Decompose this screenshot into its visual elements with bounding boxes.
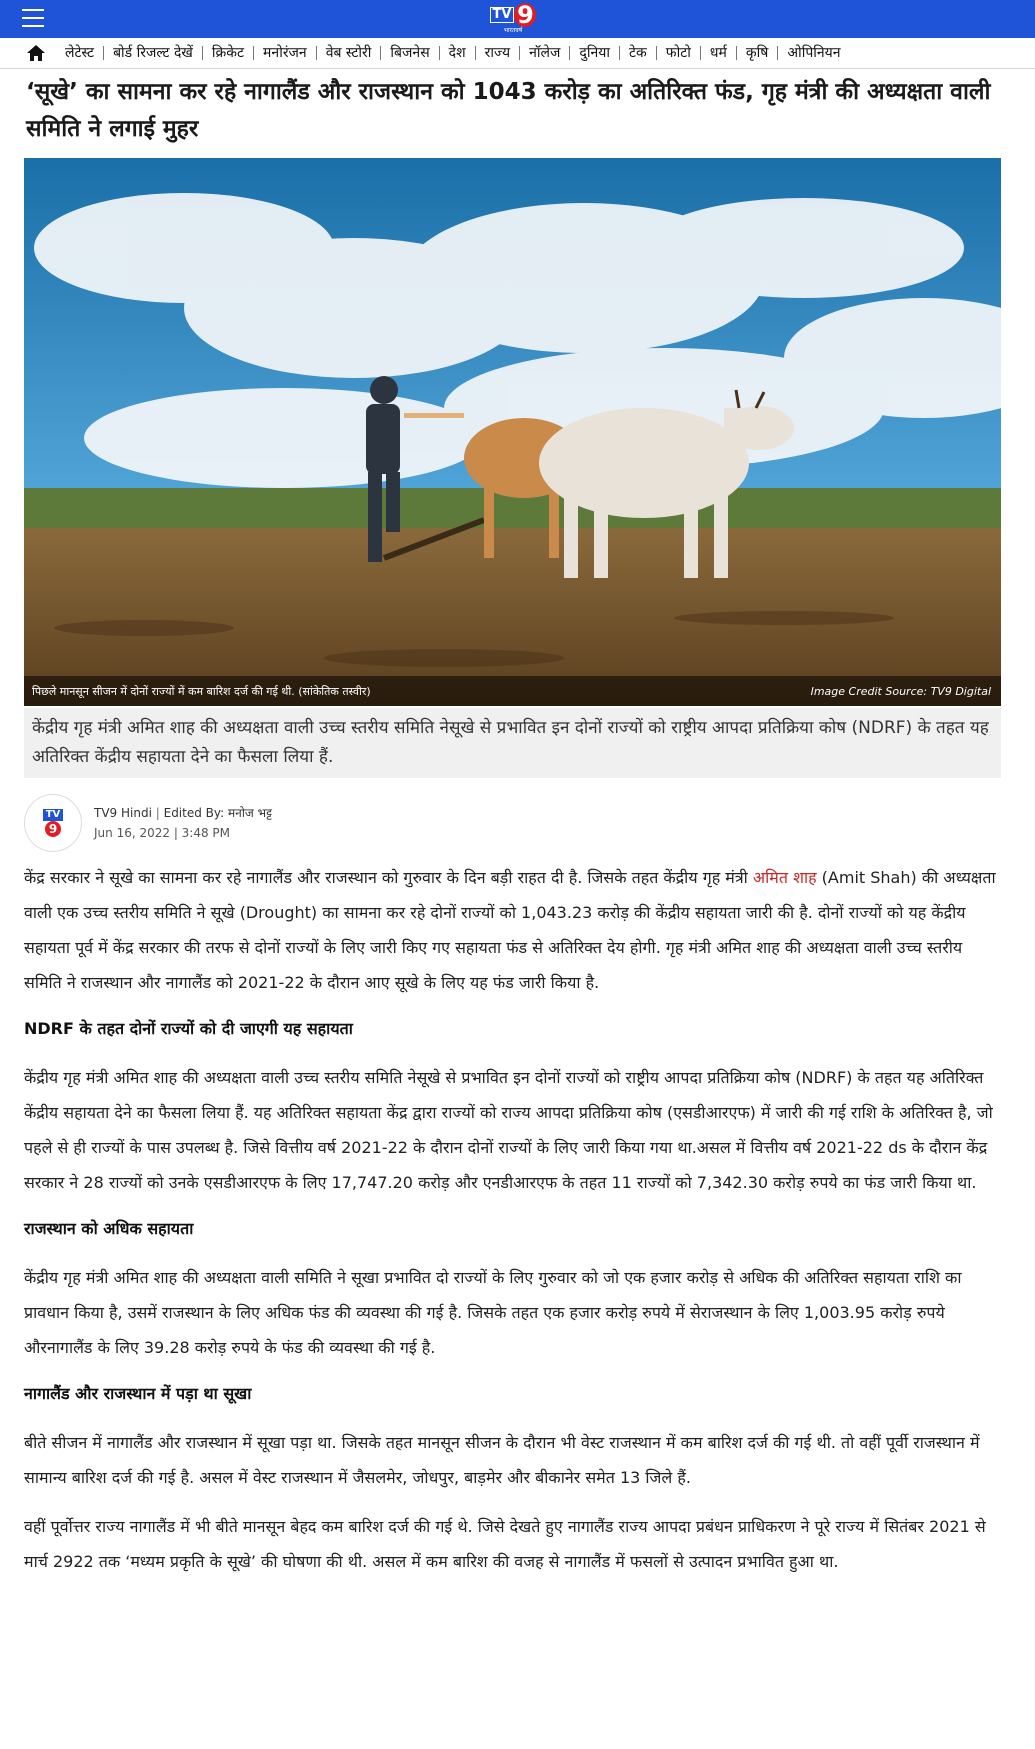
nav-item-photo[interactable]: फोटो <box>657 46 701 60</box>
logo-nine-text: 9 <box>514 3 536 27</box>
section-heading-ndrf: NDRF के तहत दोनों राज्यों को दी जाएगी यह सहायता <box>24 1019 353 1038</box>
author-name[interactable]: TV9 Hindi <box>94 806 152 820</box>
amit-shah-link[interactable]: अमित शाह <box>752 868 817 887</box>
article-body <box>24 860 1002 1593</box>
nav-item-business[interactable]: बिजनेस <box>381 46 439 60</box>
category-nav <box>0 38 1035 69</box>
nav-item-entertainment[interactable]: मनोरंजन <box>254 46 317 60</box>
nav-item-board-result[interactable]: बोर्ड रिजल्ट देखें <box>104 46 203 60</box>
site-logo[interactable] <box>490 0 536 38</box>
nav-item-latest[interactable]: लेटेस्ट <box>56 46 104 60</box>
article-paragraph-2: केंद्रीय गृह मंत्री अमित शाह की अध्यक्षता वाली उच्च स्तरीय समिति नेसूखे से प्रभावित इन दोनों राज्यों को राष्ट्रीय आपदा प्रतिक्रिया कोष (NDRF) के तहत यह अतिरिक्त केंद्रीय सहायता देने का फैसला लिया हैं. यह अतिरिक्त सहायता केंद्र द्वारा राज्यों को राज्य आपदा प्रतिक्रिया कोष (एसडीआरएफ) में जारी की गई राशि के अतिरिक्त है, जो पहले से ही राज्यों के पास उपलब्ध है. जिसे वित्तीय वर्ष 2021-22 के दौरान दोनों राज्यों के लिए जारी किया गया था.असल में वित्तीय वर्ष 2021-22 ds के दौरान केंद्र सरकार ने 28 राज्यों को उनके एसडीआरएफ के लिए 17,747.20 करोड़ और एनडीआरएफ के तहत 11 राज्यों को 7,342.30 करोड़ रुपये का फंड जारी किया था. <box>24 1068 993 1192</box>
avatar-nine-text: 9 <box>45 821 61 837</box>
author-separator: | <box>155 806 160 820</box>
article-summary: केंद्रीय गृह मंत्री अमित शाह की अध्यक्षता वाली उच्च स्तरीय समिति नेसूखे से प्रभावित इन दोनों राज्यों को राष्ट्रीय आपदा प्रतिक्रिया कोष (NDRF) के तहत यह अतिरिक्त केंद्रीय सहायता देने का फैसला लिया हैं. <box>24 708 1001 778</box>
nav-item-opinion[interactable]: ओपिनियन <box>787 45 841 61</box>
image-caption: पिछले मानसून सीजन में दोनों राज्यों में कम बारिश दर्ज की गई थी. (सांकेतिक तस्वीर) <box>32 685 371 698</box>
section-heading-drought: नागालैंड और राजस्थान में पड़ा था सूखा <box>24 1384 252 1403</box>
avatar-tv-text: TV <box>43 809 64 821</box>
nav-item-web-story[interactable]: वेब स्टोरी <box>317 46 382 60</box>
section-heading-rajasthan: राजस्थान को अधिक सहायता <box>24 1219 194 1238</box>
image-credit: Image Credit Source: TV9 Digital <box>810 685 991 698</box>
nav-item-country[interactable]: देश <box>440 46 476 60</box>
article-paragraph-4: बीते सीजन में नागालैंड और राजस्थान में सूखा पड़ा था. जिसके तहत मानसून सीजन के दौरान भी वेस्ट राजस्थान में कम बारिश दर्ज की गई थी. तो वहीं पूर्वी राजस्थान में सामान्य बारिश दर्ज की गई है. असल में वेस्ट राजस्थान में जैसलमेर, जोधपुर, बाड़मेर और बीकानेर समेत 13 जिले हैं. <box>24 1433 980 1487</box>
nav-item-knowledge[interactable]: नॉलेज <box>520 46 570 60</box>
nav-item-agriculture[interactable]: कृषि <box>737 46 778 60</box>
nav-item-tech[interactable]: टेक <box>620 46 657 60</box>
article-paragraph-1 <box>24 860 1002 1000</box>
hero-image <box>24 158 1001 706</box>
hamburger-icon[interactable] <box>22 9 44 27</box>
publish-date: Jun 16, 2022 | 3:48 PM <box>94 826 231 840</box>
article-paragraph-3: केंद्रीय गृह मंत्री अमित शाह की अध्यक्षता वाली समिति ने सूखा प्रभावित दो राज्यों के लिए गुरुवार को जो एक हजार करोड़ से अधिक की अतिरिक्त सहायता राशि का प्रावधान किया है, उसमें राजस्थान के लिए अधिक फंड की व्यवस्था की गई है. जिसके तहत एक हजार करोड़ रुपये में सेराजस्थान के लिए 1,003.95 करोड़ रुपये औरनागालैंड के लिए 39.28 करोड़ रुपये के फंड की व्यवस्था की गई है. <box>24 1268 962 1357</box>
author-block <box>24 792 524 852</box>
paragraph-1-text-b: (Amit Shah) की अध्यक्षता वाली एक उच्च स्तरीय समिति ने सूखे (Drought) का सामना कर रहे दोनों राज्यों को 1,043.23 करोड़ की केंद्रीय सहायता जारी की है. दोनों राज्यों को यह केंद्रीय सहायता पूर्व में केंद्र सरकार की तरफ से दोनों राज्यों के लिए जारी किए गए सहायता फंड से अतिरिक्त देय होगी. गृह मंत्री अमित शाह की अध्यक्षता वाली उच्च स्तरीय समिति ने राजस्थान और नागालैंड को 2021-22 के दौरान आए सूखे के लिए यह फंड जारी किया है. <box>24 868 996 992</box>
edited-by: Edited By: मनोज भट्ट <box>163 806 272 820</box>
image-caption-bar <box>24 676 1001 706</box>
nav-item-state[interactable]: राज्य <box>476 46 520 60</box>
nav-item-world[interactable]: दुनिया <box>570 46 620 60</box>
top-bar <box>0 0 1035 38</box>
nav-item-cricket[interactable]: क्रिकेट <box>203 46 254 60</box>
author-line <box>94 804 272 821</box>
home-icon[interactable] <box>26 43 46 63</box>
paragraph-1-text-a: केंद्र सरकार ने सूखे का सामना कर रहे नागालैंड और राजस्थान को गुरुवार के दिन बड़ी राहत दी है. जिसके तहत केंद्रीय गृह मंत्री <box>24 868 753 887</box>
nav-item-religion[interactable]: धर्म <box>701 46 737 60</box>
author-avatar[interactable] <box>24 794 82 852</box>
article-title: ‘सूखे’ का सामना कर रहे नागालैंड और राजस्थान को 1043 करोड़ का अतिरिक्त फंड, गृह मंत्री की अध्यक्षता वाली समिति ने लगाई मुहर <box>26 79 991 142</box>
logo-subtext: भारतवर्ष <box>503 27 523 34</box>
article-paragraph-5: वहीं पूर्वोत्तर राज्य नागालैंड में भी बीते मानसून बेहद कम बारिश दर्ज की गई थे. जिसे देखते हुए नागालैंड राज्य आपदा प्रबंधन प्राधिकरण ने पूरे राज्य में सितंबर 2021 से मार्च 2922 तक ‘मध्यम प्रकृति के सूखे’ की घोषणा की थी. असल में कम बारिश की वजह से नागालैंड में फसलों से उत्पादन प्रभावित हुआ था. <box>24 1517 986 1571</box>
logo-tv-text: TV <box>490 7 515 23</box>
